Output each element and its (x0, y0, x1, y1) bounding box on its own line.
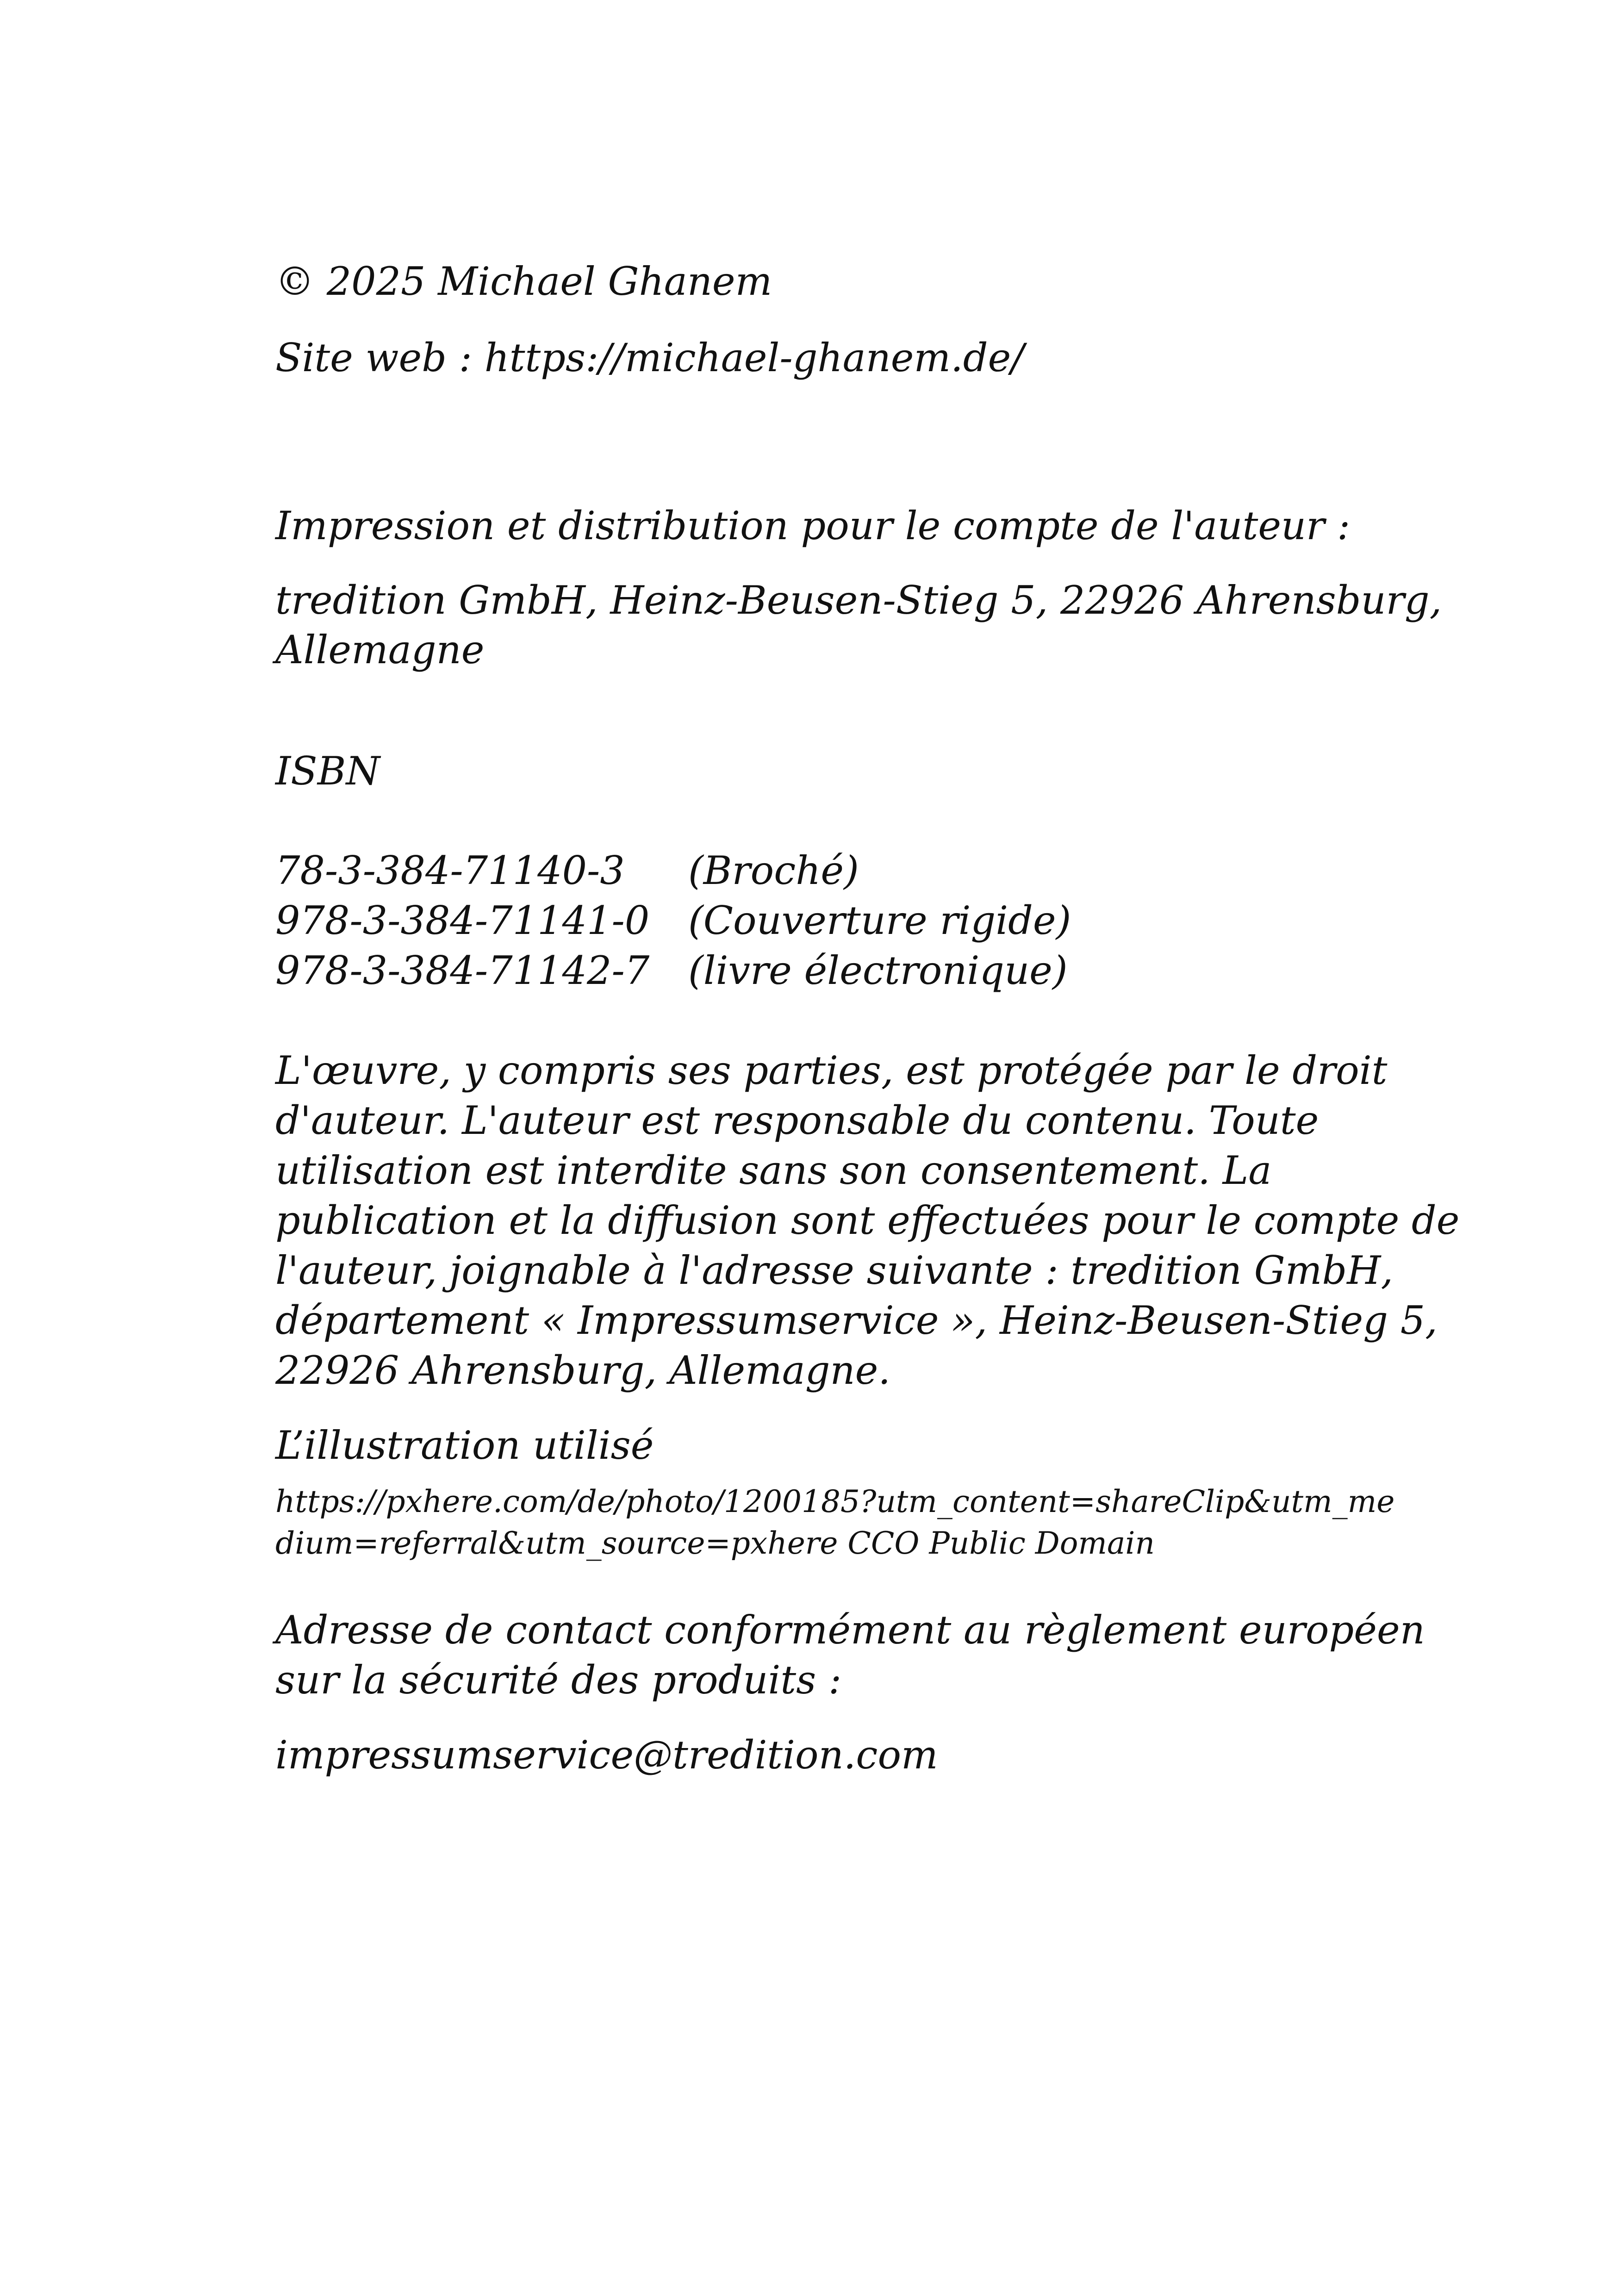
rights-line: l'auteur, joignable à l'adresse suivante : tredition GmbH, (275, 1248, 1394, 1293)
isbn-format: (Couverture rigide) (688, 898, 1071, 943)
illustration-source-line: dium=referral&utm_source=pxhere CCO Public Domain (275, 1525, 1155, 1561)
isbn-number: 978-3-384-71141-0 (275, 898, 650, 943)
contact-line: sur la sécurité des produits : (275, 1657, 842, 1703)
rights-line: utilisation est interdite sans son consentement. La (275, 1148, 1272, 1193)
illustration-source-line: https://pxhere.com/de/photo/1200185?utm_content=shareClip&utm_me (275, 1484, 1395, 1519)
isbn-label: ISBN (275, 748, 380, 794)
rights-line: d'auteur. L'auteur est responsable du contenu. Toute (275, 1098, 1319, 1143)
isbn-number: 978-3-384-71142-7 (275, 948, 650, 993)
contact-email: impressumservice@tredition.com (275, 1732, 938, 1778)
printing-address-line: tredition GmbH, Heinz-Beusen-Stieg 5, 22926 Ahrensburg, (275, 578, 1442, 623)
isbn-format: (Broché) (688, 848, 859, 893)
illustration-heading: L’illustration utilisé (275, 1423, 654, 1468)
copyright-line: © 2025 Michael Ghanem (275, 259, 772, 304)
rights-line: 22926 Ahrensburg, Allemagne. (275, 1348, 891, 1393)
website-line: Site web : https://michael-ghanem.de/ (275, 335, 1024, 380)
printing-address-line: Allemagne (275, 627, 485, 672)
contact-line: Adresse de contact conformément au règlement européen (275, 1607, 1425, 1653)
printing-heading: Impression et distribution pour le compte de l'auteur : (275, 503, 1350, 548)
rights-line: publication et la diffusion sont effectuées pour le compte de (275, 1198, 1460, 1243)
isbn-number: 78-3-384-71140-3 (275, 848, 625, 893)
isbn-format: (livre électronique) (688, 948, 1068, 993)
rights-line: département « Impressumservice », Heinz-Beusen-Stieg 5, (275, 1298, 1438, 1343)
rights-line: L'œuvre, y compris ses parties, est protégée par le droit (275, 1048, 1388, 1093)
